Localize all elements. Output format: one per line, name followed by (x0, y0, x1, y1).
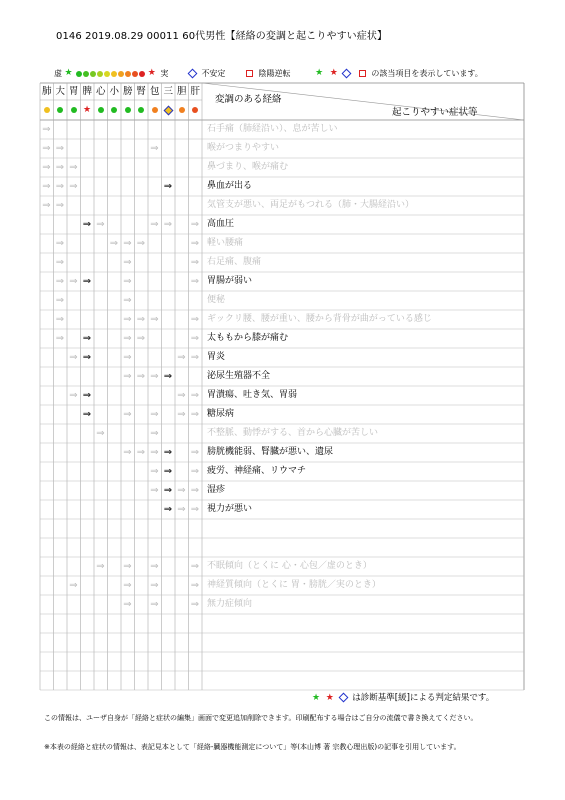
symptom-text: 鼻づまり、喉が痛む (207, 162, 289, 172)
column-title-symptoms: 起こりやすい症状等 (392, 107, 478, 118)
arrow-icon: ⇒ (123, 409, 132, 420)
table-row (0, 367, 565, 386)
arrow-icon: ⇒ (82, 333, 92, 344)
meridian-mark (54, 104, 67, 116)
arrow-icon: ⇒ (123, 561, 132, 572)
arrow-icon: ⇒ (42, 124, 51, 135)
table-row (0, 196, 565, 215)
symptom-text: ギックリ腰、腰が重い、腰から背骨が曲がっている感じ (207, 314, 432, 324)
arrow-icon: ⇒ (96, 219, 105, 230)
arrow-icon: ⇒ (177, 352, 186, 363)
arrow-icon: ⇒ (190, 314, 200, 325)
arrow-icon: ⇒ (190, 561, 200, 572)
meridian-label: 腎 (136, 86, 146, 97)
symptom-text: 鼻血が出る (207, 181, 253, 191)
arrow-icon: ⇒ (136, 314, 146, 325)
symptom-text: 気管支が悪い、両足がもつれる（肺・大腸経沿い） (207, 200, 415, 210)
status-dot (111, 107, 117, 113)
table-row (0, 177, 565, 196)
symptom-text: 糖尿病 (207, 409, 235, 419)
arrow-icon: ⇒ (177, 485, 186, 496)
diamond-icon (338, 693, 348, 703)
arrow-icon: ⇒ (190, 599, 200, 610)
status-dot (98, 107, 104, 113)
table-row (0, 557, 565, 576)
arrow-icon: ⇒ (96, 561, 105, 572)
arrow-icon: ⇒ (55, 257, 65, 268)
symptom-text: 太ももから膝が痛む (207, 333, 289, 343)
arrow-icon: ⇒ (190, 466, 200, 477)
meridian-mark (121, 104, 134, 116)
arrow-icon: ⇒ (82, 390, 92, 401)
table-row (0, 139, 565, 158)
arrow-icon: ⇒ (190, 409, 200, 420)
symptom-text: 胃腸が弱い (207, 276, 253, 286)
star-icon: ★ (64, 68, 73, 78)
column-title-meridians: 変調のある経絡 (215, 94, 282, 105)
legend-fuantei: 不安定 (201, 69, 226, 78)
symptom-text: 便秘 (207, 295, 226, 305)
table-row (0, 348, 565, 367)
edit-note: この情報は、ユーザ自身が「経絡と症状の編集」画面で変更追加削除できます。印刷配布する場合はご自分の流儀で書き換えてください。 (44, 714, 478, 722)
arrow-icon: ⇒ (55, 181, 65, 192)
symptom-text: 右足痛、腹痛 (207, 257, 262, 267)
status-dot (125, 107, 131, 113)
arrow-icon: ⇒ (55, 276, 65, 287)
meridian-mark (67, 104, 80, 116)
arrow-icon: ⇒ (150, 219, 159, 230)
table-row (0, 253, 565, 272)
arrow-icon: ⇒ (177, 390, 186, 401)
arrow-icon: ⇒ (136, 333, 146, 344)
symptom-text: 不眠傾向（とくに 心・心包／虚のとき） (207, 561, 372, 571)
arrow-icon: ⇒ (55, 143, 65, 154)
arrow-icon: ⇒ (136, 447, 146, 458)
symptom-text: 高血圧 (207, 219, 235, 229)
arrow-icon: ⇒ (82, 352, 92, 363)
arrow-icon: ⇒ (150, 409, 159, 420)
arrow-icon: ⇒ (123, 314, 132, 325)
table-row (0, 158, 565, 177)
arrow-icon: ⇒ (69, 352, 78, 363)
symptom-text: 胃炎 (207, 352, 226, 362)
symptom-text: 湿疹 (207, 485, 226, 495)
arrow-icon: ⇒ (190, 485, 200, 496)
table-row (0, 386, 565, 405)
arrow-icon: ⇒ (150, 143, 159, 154)
table-row (0, 405, 565, 424)
meridian-label: 肝 (190, 86, 200, 97)
meridian-mark (94, 104, 107, 116)
meridian-label: 大 (55, 86, 65, 97)
arrow-icon: ⇒ (163, 181, 173, 192)
symptom-text: 疲労、神経痛、リウマチ (207, 466, 307, 476)
arrow-icon: ⇒ (190, 352, 200, 363)
table-row (0, 329, 565, 348)
arrow-icon: ⇒ (136, 371, 146, 382)
arrow-icon: ⇒ (177, 409, 186, 420)
arrow-icon: ⇒ (82, 219, 92, 230)
table-row (0, 215, 565, 234)
arrow-icon: ⇒ (190, 219, 200, 230)
result-text: は診断基準[緩]による判定結果です。 (352, 693, 495, 703)
meridian-label: 小 (109, 86, 119, 97)
page-title: 0146 2019.08.29 00011 60代男性【経絡の変調と起こりやすい症状】 (56, 31, 388, 42)
arrow-icon: ⇒ (69, 181, 78, 192)
star-icon: ★ (82, 104, 92, 115)
arrow-icon: ⇒ (150, 485, 159, 496)
arrow-icon: ⇒ (123, 447, 132, 458)
table-row (0, 120, 565, 139)
arrow-icon: ⇒ (55, 333, 65, 344)
table-row (0, 291, 565, 310)
arrow-icon: ⇒ (163, 504, 173, 515)
legend-gaito: の該当項目を表示しています。 (371, 69, 483, 78)
arrow-icon: ⇒ (123, 599, 132, 610)
source-note: ※本表の経絡と症状の情報は、表記見本として「経絡-臓器機能測定について」等(本山博 著 宗教心理出版)の記事を引用しています。 (44, 743, 461, 751)
arrow-icon: ⇒ (42, 162, 51, 173)
symptom-text: 喉がつまりやすい (207, 143, 280, 153)
arrow-icon: ⇒ (150, 580, 159, 591)
status-dot (44, 107, 50, 113)
arrow-icon: ⇒ (42, 181, 51, 192)
star-icon: ★ (312, 693, 321, 703)
status-dot (138, 107, 144, 113)
meridian-label: 胃 (68, 86, 79, 97)
symptom-text: 視力が悪い (207, 504, 253, 514)
table-row (0, 500, 565, 519)
meridian-label: 三 (163, 86, 173, 97)
arrow-icon: ⇒ (190, 390, 200, 401)
legend-kyo: 虚 (54, 69, 62, 78)
diamond-icon (163, 105, 173, 115)
arrow-icon: ⇒ (96, 428, 105, 439)
legend-jitsu: 実 (160, 69, 169, 78)
status-dot (57, 107, 63, 113)
arrow-icon: ⇒ (190, 447, 200, 458)
arrow-icon: ⇒ (150, 428, 159, 439)
meridian-label: 包 (149, 86, 160, 97)
table-row (0, 234, 565, 253)
arrow-icon: ⇒ (123, 276, 132, 287)
meridian-label: 膀 (122, 86, 133, 97)
meridian-mark (40, 104, 53, 116)
symptom-text: 軽い腰痛 (207, 238, 244, 248)
arrow-icon: ⇒ (123, 257, 132, 268)
arrow-icon: ⇒ (190, 257, 200, 268)
symptom-text: 泌尿生殖器不全 (207, 371, 271, 381)
table-row (0, 272, 565, 291)
arrow-icon: ⇒ (190, 276, 200, 287)
arrow-icon: ⇒ (150, 599, 159, 610)
star-icon: ★ (147, 68, 156, 78)
arrow-icon: ⇒ (163, 485, 173, 496)
table-row (0, 424, 565, 443)
arrow-icon: ⇒ (150, 447, 159, 458)
table-row (0, 310, 565, 329)
status-dot (71, 107, 77, 113)
arrow-icon: ⇒ (150, 314, 159, 325)
arrow-icon: ⇒ (69, 390, 78, 401)
arrow-icon: ⇒ (150, 561, 159, 572)
table-row (0, 462, 565, 481)
table-row (0, 481, 565, 500)
arrow-icon: ⇒ (55, 314, 65, 325)
arrow-icon: ⇒ (69, 580, 78, 591)
arrow-icon: ⇒ (82, 409, 92, 420)
symptom-text: 石手痛（肺経沿い）、息が苦しい (207, 124, 338, 134)
meridian-mark (175, 104, 188, 116)
arrow-icon: ⇒ (190, 238, 200, 249)
meridian-label: 心 (95, 86, 106, 97)
table-row (0, 595, 565, 614)
legend-inyo: 陰陽逆転 (258, 69, 291, 78)
arrow-icon: ⇒ (190, 580, 200, 591)
arrow-icon: ⇒ (136, 238, 146, 249)
meridian-mark (135, 104, 148, 116)
meridian-label: 脾 (82, 86, 92, 97)
arrow-icon: ⇒ (55, 238, 65, 249)
meridian-mark (162, 104, 175, 116)
meridian-mark (81, 104, 94, 116)
star-icon: ★ (325, 693, 334, 703)
meridian-mark (108, 104, 121, 116)
arrow-icon: ⇒ (177, 504, 186, 515)
arrow-icon: ⇒ (163, 447, 173, 458)
arrow-icon: ⇒ (163, 371, 173, 382)
meridian-mark (189, 104, 202, 116)
table-row (0, 576, 565, 595)
star-icon: ★ (315, 68, 324, 78)
arrow-icon: ⇒ (123, 371, 132, 382)
meridian-mark (148, 104, 161, 116)
status-dot (192, 107, 198, 113)
result-note (312, 691, 494, 703)
arrow-icon: ⇒ (42, 200, 51, 211)
arrow-icon: ⇒ (55, 295, 65, 306)
arrow-icon: ⇒ (150, 466, 159, 477)
arrow-icon: ⇒ (163, 219, 173, 230)
symptom-text: 無力症傾向 (207, 599, 253, 609)
arrow-icon: ⇒ (123, 333, 132, 344)
symptom-text: 膀胱機能弱、腎臓が悪い、遺尿 (207, 447, 334, 457)
arrow-icon: ⇒ (123, 295, 132, 306)
arrow-icon: ⇒ (123, 580, 132, 591)
table-row (0, 443, 565, 462)
arrow-icon: ⇒ (55, 162, 65, 173)
meridian-label: 肺 (41, 86, 52, 97)
status-dot (179, 107, 185, 113)
arrow-icon: ⇒ (69, 162, 78, 173)
arrow-icon: ⇒ (163, 466, 173, 477)
arrow-icon: ⇒ (42, 143, 51, 154)
arrow-icon: ⇒ (123, 352, 132, 363)
symptom-text: 不整脈、動悸がする、首から心臓が苦しい (207, 428, 379, 438)
arrow-icon: ⇒ (190, 504, 200, 515)
arrow-icon: ⇒ (82, 276, 92, 287)
arrow-icon: ⇒ (69, 276, 78, 287)
arrow-icon: ⇒ (55, 200, 65, 211)
arrow-icon: ⇒ (123, 238, 132, 249)
arrow-icon: ⇒ (190, 333, 200, 344)
symptom-text: 胃潰瘍、吐き気、胃弱 (207, 390, 298, 400)
arrow-icon: ⇒ (150, 371, 159, 382)
star-icon: ★ (329, 68, 338, 78)
status-dot (152, 107, 158, 113)
arrow-icon: ⇒ (109, 238, 119, 249)
meridian-label: 胆 (176, 86, 187, 97)
symptom-text: 神経質傾向（とくに 胃・膀胱／実のとき） (207, 580, 381, 590)
